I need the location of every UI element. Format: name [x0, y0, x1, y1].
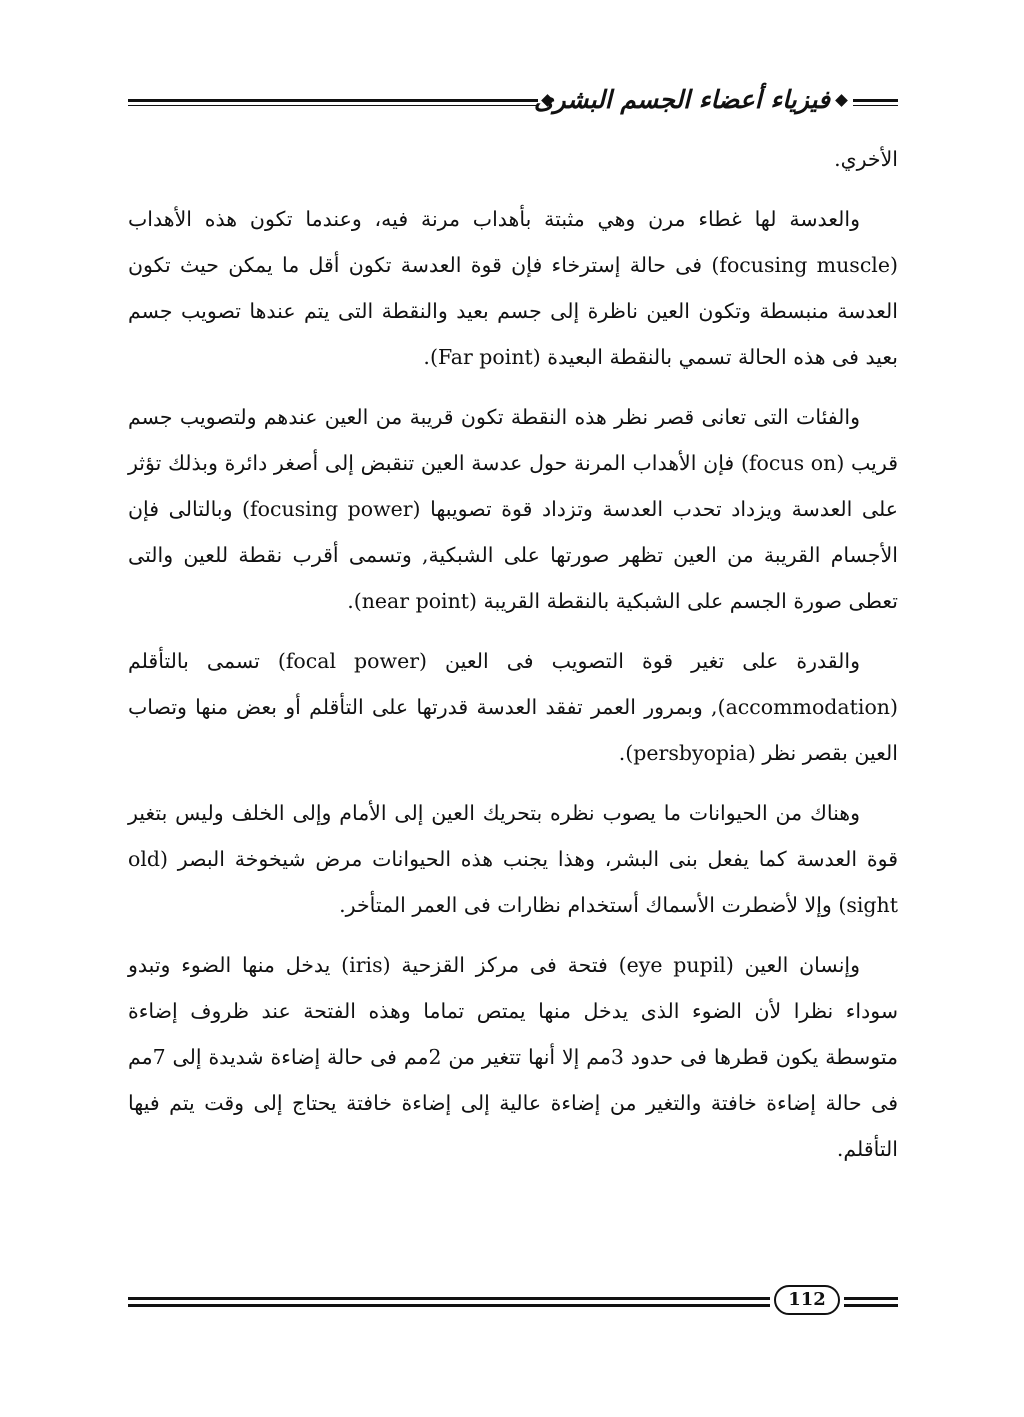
header-rule-left [128, 99, 538, 106]
header-diamond-right [835, 94, 848, 107]
paragraph-eye-pupil: وإنسان العين (eye pupil) فتحة فى مركز القزحية (iris) يدخل منها الضوء وتبدو سوداء نظرا لأن الضوء الذى يدخل منها يمتص تماما وهذه الفتحة عند ظروف إضاءة متوسطة يكون قطرها فى حدود 3مم إلا أنها تتغير من 2مم فى حالة إضاءة شديدة إلى 7مم فى حالة إضاءة خافتة والتغير من إضاءة عالية إلى إضاءة خافتة يحتاج إلى وقت يتم فيها التأقلم. [128, 953, 898, 1161]
paragraph-near-point: والفئات التى تعانى قصر نظر هذه النقطة تكون قريبة من العين عندهم ولتصويب جسم قريب (focus on) فإن الأهداب المرنة حول عدسة العين تنقبض إلى أصغر دائرة وبذلك تؤثر على العدسة ويزداد تحدب العدسة وتزداد قوة تصويبها (focusing power) وبالتالى فإن الأجسام القريبة من العين تظهر صورتها على الشبكية, وتسمى أقرب نقطة للعين والتى تعطى صورة الجسم على الشبكية بالنقطة القريبة (near point). [128, 405, 898, 613]
page-footer [128, 1283, 898, 1323]
page-body [128, 136, 898, 1186]
footer-rule-left [128, 1297, 770, 1307]
page-header [128, 82, 898, 122]
paragraph-continuation: الأخري. [834, 147, 898, 171]
running-header-title: فيزياء أعضاء الجسم البشرى [533, 85, 830, 114]
page-number: 112 [774, 1285, 840, 1315]
paragraph-lens-far-point: والعدسة لها غطاء مرن وهي مثبتة بأهداب مرنة فيه، وعندما تكون هذه الأهداب (focusing muscle) فى حالة إسترخاء فإن قوة العدسة تكون أقل ما يمكن حيث تكون العدسة منبسطة وتكون العين ناظرة إلى جسم بعيد والنقطة التى يتم عندها تصويب جسم بعيد فى هذه الحالة تسمي بالنقطة البعيدة (Far point). [128, 207, 898, 369]
paragraph-animals: وهناك من الحيوانات ما يصوب نظره بتحريك العين إلى الأمام وإلى الخلف وليس بتغير قوة العدسة كما يفعل بنى البشر، وهذا يجنب هذه الحيوانات مرض شيخوخة البصر (old sight) وإلا لأضطرت الأسماك أستخدام نظارات فى العمر المتأخر. [128, 801, 898, 917]
footer-rule-right [844, 1297, 898, 1307]
header-rule-right [853, 99, 898, 106]
paragraph-accommodation: والقدرة على تغير قوة التصويب فى العين (focal power) تسمى بالتأقلم (accommodation), وبمرور العمر تفقد العدسة قدرتها على التأقلم أو بعض منها وتصاب العين بقصر نظر (persbyopia). [128, 649, 898, 765]
